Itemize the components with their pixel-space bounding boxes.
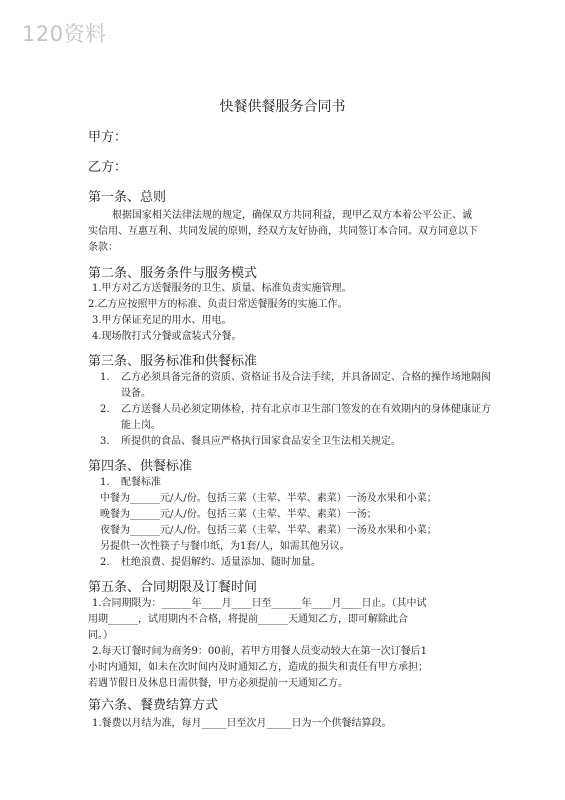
contract-term-line-2: 用期______，试用期内不合格，将提前______天通知乙方，即可解除此合	[88, 614, 408, 625]
section-2-item-4: 4.现场散打式分餐或盒装式分餐。	[92, 331, 242, 342]
section-1-body: 根据国家相关法律法规的规定，确保双方共同利益，现甲乙双方本着公平公正、诚实信用、互惠互利、共同发展的原则，经双方友好协商，共同签订本合同。双方同意以下条款：	[88, 210, 478, 253]
party-b-label: 乙方：	[88, 160, 128, 175]
item-number: 1.	[100, 477, 110, 488]
section-5-heading: 第五条、合同期限及订餐时间	[88, 580, 258, 595]
item-number: 2.	[100, 404, 110, 415]
section-1-heading: 第一条、总则	[88, 190, 167, 205]
item-text: 所提供的食品、餐具应严格执行国家食品安全卫生法相关规定。	[121, 436, 401, 447]
contract-term-line-3: 同。）	[88, 630, 113, 641]
document-title: 快餐供餐服务合同书	[219, 99, 346, 115]
item-number: 2.	[100, 557, 110, 568]
billing-line-1: 1.餐费以月结为准，每月_____日至次月_____日为一个供餐结算段。	[92, 718, 392, 729]
section-2-item-3: 3.甲方保证充足的用水、用电。	[92, 315, 232, 326]
item-text: 乙方必须具备完备的资质、资格证书及合法手续，并具备固定、合格的操作场地隔阂设备。	[121, 372, 491, 399]
order-time-line-1: 2.每天订餐时间为商务9：00前，若甲方用餐人员变动较大在第一次订餐后1	[92, 646, 427, 657]
section-2-heading: 第二条、服务条件与服务模式	[88, 266, 258, 281]
item-text: 乙方送餐人员必须定期体检，持有北京市卫生部门签发的在有效期内的身体健康证方能上岗。	[121, 404, 491, 431]
item-number: 1.	[100, 372, 110, 383]
item-text: 配餐标准	[121, 477, 161, 488]
contract-term-line-1: 1.合同期限为：______年____月____日至______年____月____日止。（其中试	[92, 598, 427, 609]
order-time-line-3: 若遇节假日及休息日需供餐，甲方必须提前一天通知乙方。	[88, 678, 348, 689]
meal-lunch: 中餐为______元/人/份。包括三菜（主荤、半荤、素菜）一汤及水果和小菜；	[100, 493, 437, 504]
meal-dinner: 晚餐为______元/人/份。包括三菜（主荤、半荤、素菜）一汤；	[100, 509, 377, 520]
meal-extras: 另提供一次性筷子与餐巾纸，为1套/人，如需其他另议。	[100, 541, 350, 552]
section-2-item-1: 1.甲方对乙方送餐服务的卫生、质量、标准负责实施管理。	[92, 283, 352, 294]
watermark-logo: 120资料	[22, 22, 107, 46]
order-time-line-2: 小时内通知，如未在次时间内及时通知乙方，造成的损失和责任有甲方承担；	[88, 662, 428, 673]
party-a-label: 甲方：	[88, 130, 128, 145]
section-4-heading: 第四条、供餐标准	[88, 459, 193, 474]
meal-night: 夜餐为______元/人/份。包括三菜（主荤、半荤、素菜）一汤及水果和小菜；	[100, 525, 437, 536]
section-6-heading: 第六条、餐费结算方式	[88, 698, 219, 713]
section-2-item-2: 2.乙方应按照甲方的标准、负责日常送餐服务的实施工作。	[88, 299, 348, 310]
item-text: 杜绝浪费、提倡解约、适量添加、随时加量。	[121, 557, 321, 568]
section-3-heading: 第三条、服务标准和供餐标准	[88, 354, 258, 369]
item-number: 3.	[100, 436, 110, 447]
